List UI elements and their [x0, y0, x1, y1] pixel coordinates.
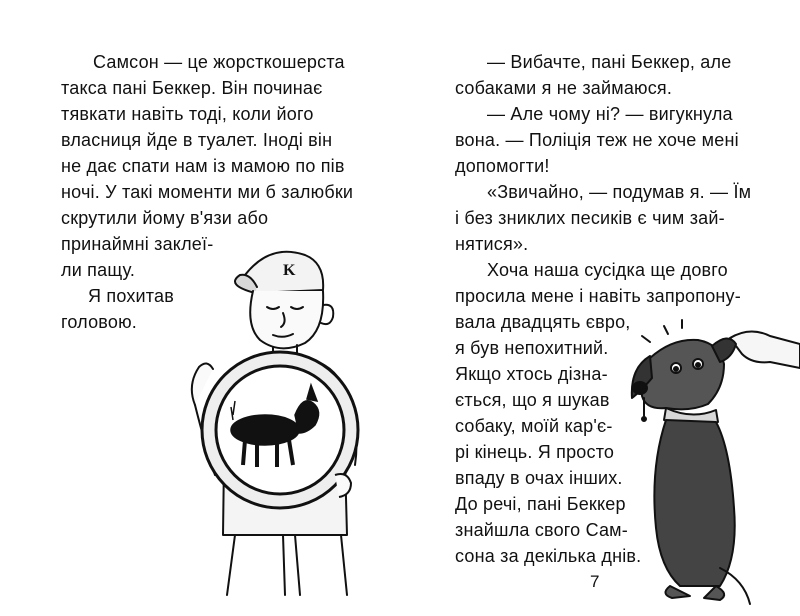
text-line: і без зниклих песиків є чим зай- [455, 208, 725, 228]
text-line: Хоча наша сусідка ще довго [487, 260, 728, 280]
cap-letter: K [283, 262, 296, 279]
text-line: знайшла свого Сам- [455, 520, 628, 540]
text-line: я був непохитний. [455, 338, 609, 358]
dog-illustration [620, 318, 800, 608]
text-line: «Звичайно, — подумав я. — Їм [487, 182, 752, 202]
text-line: Самсон — це жорсткошерста [93, 52, 345, 72]
text-line: не дає спати нам із мамою по пів [61, 156, 345, 176]
text-line: До речі, пані Беккер [455, 494, 626, 514]
text-line: принаймні заклеї- [61, 234, 214, 254]
text-line: сона за декілька днів. [455, 546, 642, 566]
text-line: головою. [61, 312, 137, 332]
text-line: вала двадцять євро, [455, 312, 631, 332]
text-line: — Але чому ні? — вигукнула [487, 104, 733, 124]
text-line: ли пащу. [61, 260, 136, 280]
boy-illustration [165, 235, 365, 595]
text-line: ночі. У такі моменти ми б залюбки [61, 182, 354, 202]
text-line: тявкати навіть тоді, коли його [61, 104, 314, 124]
text-line: власниця йде в туалет. Іноді він [61, 130, 333, 150]
text-line: Я похитав [88, 286, 175, 306]
text-line: скрутили йому в'язи або [61, 208, 269, 228]
text-line: Якщо хтось дізна- [455, 364, 608, 384]
text-line: ється, що я шукав [455, 390, 610, 410]
text-line: рі кінець. Я просто [455, 442, 615, 462]
text-line: просила мене і навіть запропону- [455, 286, 741, 306]
text-line: допомогти! [455, 156, 550, 176]
text-line: собаку, моїй кар'є- [455, 416, 613, 436]
text-line: впаду в очах інших. [455, 468, 623, 488]
text-line: — Вибачте, пані Беккер, але [487, 52, 732, 72]
text-line: такса пані Беккер. Він починає [61, 78, 323, 98]
text-line: вона. — Поліція теж не хоче мені [455, 130, 739, 150]
text-line: собаками я не займаюся. [455, 78, 673, 98]
page-number: 7 [590, 572, 600, 591]
text-line: нятися». [455, 234, 529, 254]
